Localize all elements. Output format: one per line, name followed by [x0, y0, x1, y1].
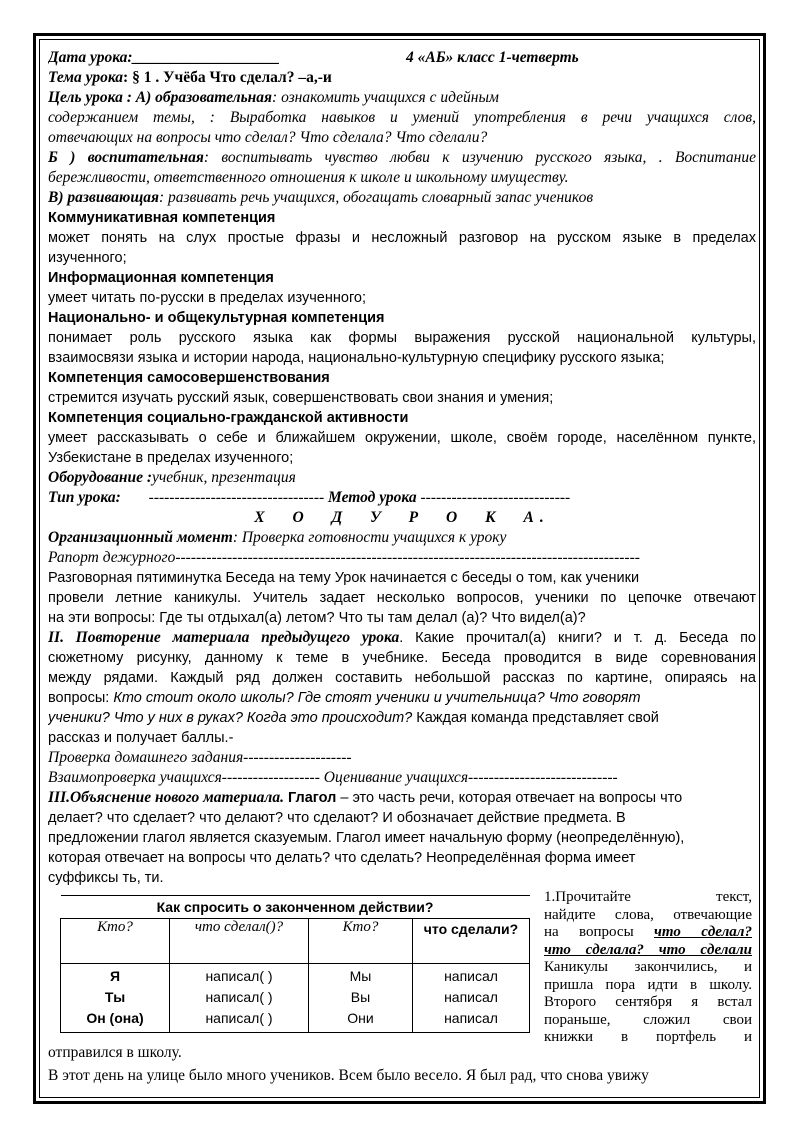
goal-line-2: [48, 108, 756, 128]
competence-text: изученного;: [48, 250, 127, 266]
warmup-line: на эти вопросы: Где ты отдыхал(а) летом? Что ты там делал (а)? Что видел(а)?: [48, 610, 586, 626]
table-header: что сделал()?: [170, 919, 309, 964]
competence-title: Компетенция социально-гражданской активности: [48, 410, 409, 426]
exercise-tail-2: В этот день на улице было много учеников. Всем было весело. Я был рад, что снова увижу: [48, 1067, 649, 1084]
org-moment-line: [48, 528, 756, 548]
verb-form: написал( ): [205, 1010, 273, 1026]
exercise-line3b: что сделал?: [654, 924, 752, 940]
topic-label: Тема урока: [48, 69, 124, 86]
exercise-line: [544, 924, 752, 942]
goal-b-label: Б ) воспитательная: [48, 149, 204, 166]
org-moment-text: : Проверка готовности учащихся к уроку: [232, 529, 507, 546]
table-cell: [309, 964, 413, 1033]
verb-form: написал( ): [205, 968, 273, 984]
verb-form: написал: [444, 989, 498, 1005]
review-line: между рядами. Каждый ряд должен составить небольшой рассказ по картине, опираясь на: [48, 670, 756, 686]
exercise-line: пришла пора идти в школу.: [544, 976, 752, 993]
goal-v-label: В) развивающая: [48, 189, 159, 206]
lesson-type-line: [48, 488, 756, 508]
exercise-tail-1: отправился в школу.: [48, 1044, 182, 1061]
goal-line-3: отвечающих на вопросы что сделал? Что сделала? Что сделали?: [48, 129, 488, 146]
review-text: . Какие прочитал(а) книги? и т. д. Беседа по: [399, 630, 756, 646]
verb-form: написал: [444, 968, 498, 984]
competence-text: стремится изучать русский язык, совершенствовать свои знания и умения;: [48, 390, 554, 406]
equipment-text: учебник, презентация: [152, 469, 296, 486]
pronoun: Вы: [350, 989, 371, 1005]
goal-label: Цель урока : А) образовательная: [48, 89, 273, 106]
new-material-line: делает? что сделает? что делают? что сделают? И обозначает действие предмета. В: [48, 810, 626, 826]
new-material-line: суффиксы ть, ти.: [48, 870, 164, 886]
competence-text: умеет читать по-русски в пределах изученного;: [48, 290, 367, 306]
raport-line: [48, 548, 756, 568]
goal-b-line-2: бережливости, ответственного отношения к школе и школьному имуществу.: [48, 169, 569, 186]
competence-text: Узбекистане в пределах изученного;: [48, 450, 294, 466]
new-material-label: III.Объяснение нового материала.: [48, 789, 284, 806]
method-dashes: -----------------------------: [420, 489, 571, 506]
competence-text: умеет рассказывать о себе и ближайшем окружении, школе, своём городе, населённом пункте,: [48, 430, 756, 446]
exercise-line: Каникулы закончились, и: [544, 959, 752, 975]
pronoun: Мы: [349, 968, 372, 984]
table-header-row: [61, 919, 530, 964]
competence-title: Информационная компетенция: [48, 270, 274, 286]
homework-line: Проверка домашнего задания---------------------: [48, 749, 352, 766]
review-line-5: [48, 708, 756, 728]
class-info: 4 «АБ» класс 1-четверть: [406, 49, 579, 66]
pronoun: Он (она): [86, 1010, 144, 1026]
exercise-line: найдите слова, отвечающие: [544, 906, 752, 923]
lesson-plan: [48, 46, 756, 888]
competence-text: может понять на слух простые фразы и несложный разговор на русском языке в пределах: [48, 230, 756, 246]
goal-line-1: [48, 88, 756, 108]
verb-form: написал: [444, 1010, 498, 1026]
pronoun: Они: [347, 1010, 374, 1026]
exercise-line3a: на вопросы: [544, 924, 655, 940]
exercise-line: что сделала? что сделали: [544, 941, 752, 958]
date-label: Дата урока:: [48, 49, 133, 66]
exercise-line: книжки в портфель и: [544, 1029, 752, 1045]
new-material-text: – это часть речи, которая отвечает на вопросы что: [336, 790, 683, 806]
table-header: Кто?: [61, 919, 170, 964]
lesson-progress-heading: Х О Д У Р О К А.: [254, 509, 550, 526]
table-cell: [61, 964, 170, 1033]
equipment-label: Оборудование :: [48, 469, 153, 486]
goal-v-text: : развивать речь учащихся, обогащать словарный запас учеников: [159, 189, 594, 206]
review-line-1: [48, 628, 756, 648]
goal-line2a: содержанием темы,: [48, 109, 195, 126]
table-cell: [170, 964, 309, 1033]
exercise-line: Второго сентября я встал: [544, 994, 752, 1010]
competence-text: взаимосвязи языка и истории народа, национально-культурную специфику русского языка;: [48, 350, 665, 366]
exercise-line: 1.Прочитайте текст,: [544, 889, 752, 905]
review-line4a: вопросы:: [48, 690, 114, 706]
lesson-type-label: Тип урока:: [48, 489, 121, 506]
verb-form: написал( ): [205, 989, 273, 1005]
org-moment-label: Организационный момент: [48, 529, 233, 546]
review-line5b: Каждая команда представляет свой: [412, 710, 659, 726]
review-line: рассказ и получает баллы.-: [48, 730, 234, 746]
pronoun: Я: [109, 968, 121, 984]
topic-line: [48, 68, 756, 88]
goal-b-text: : воспитывать чувство любви к изучению русского языка, . Воспитание: [203, 149, 756, 166]
review-line4b: Кто стоит около школы? Где стоят ученики и учительница? Что говорят: [113, 690, 641, 706]
exercise-text: [544, 889, 752, 1047]
new-material-line: предложении глагол является сказуемым. Глагол имеет начальную форму (неопределённую),: [48, 830, 685, 846]
review-line5a: ученики? Что у них в руках? Когда это происходит?: [48, 710, 413, 726]
peer-check-line: Взаимопроверка учащихся------------------- Оценивание учащихся-----------------------------: [48, 769, 618, 786]
new-material-term: Глагол: [283, 790, 337, 806]
goal-b-line-1: [48, 148, 756, 168]
raport-label: Рапорт дежурного: [48, 549, 176, 566]
goal-line2b: : Выработка навыков и умений употребления в речи учащихся слов,: [194, 109, 756, 126]
table-row: [61, 964, 530, 1033]
equipment-line: [48, 468, 756, 488]
competence-title: Коммуникативная компетенция: [48, 210, 276, 226]
table-title: Как спросить о законченном действии?: [61, 896, 530, 919]
review-line-4: [48, 688, 756, 708]
warmup-line: Разговорная пятиминутка Беседа на тему Урок начинается с беседы о том, как ученики: [48, 570, 640, 586]
table-header: Кто?: [309, 919, 413, 964]
new-material-line-1: [48, 788, 756, 808]
table-cell: [413, 964, 530, 1033]
competence-title: Компетенция самосовершенствования: [48, 370, 330, 386]
lesson-type-dashes: ----------------------------------: [148, 489, 325, 506]
goal-v-line: [48, 188, 756, 208]
exercise-line: пораньше, сложил свои: [544, 1011, 752, 1028]
warmup-line: провели летние каникулы. Учитель задает несколько вопросов, ученики по цепочке отвечают: [48, 590, 756, 606]
pronoun: Ты: [104, 989, 126, 1005]
method-label: Метод урока: [324, 489, 421, 506]
date-blank: ___________________: [132, 49, 280, 66]
topic-text: : § 1 . Учёба Что сделал? –а,-и: [123, 69, 332, 86]
review-line: сюжетному рисунку, данному к теме в учебнике. Беседа проводится в виде соревнования: [48, 650, 756, 666]
raport-dashes: ------------------------------------------------------------------------------------------: [175, 549, 640, 566]
date-line: [48, 48, 756, 68]
verb-question-table: [60, 895, 530, 1033]
competence-title: Национально- и общекультурная компетенция: [48, 310, 385, 326]
competence-text: понимает роль русского языка как формы выражения русской национальной культуры,: [48, 330, 756, 346]
goal-text: : ознакомить учащихся с идейным: [272, 89, 499, 106]
lower-section: [48, 889, 758, 1045]
table-header: что сделали?: [413, 919, 530, 964]
new-material-line: которая отвечает на вопросы что делать? что сделать? Неопределённая форма имеет: [48, 850, 636, 866]
review-label: II. Повторение материала предыдущего урока: [48, 629, 400, 646]
